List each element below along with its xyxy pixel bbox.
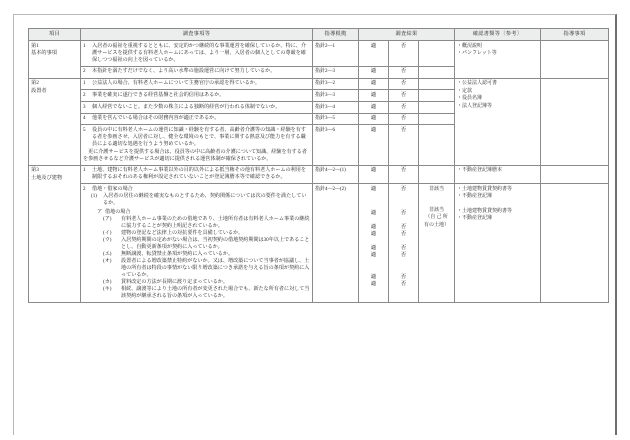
doc-item: パンフレット等 (462, 51, 497, 57)
doc-item: 不動産登記簿 (462, 194, 493, 200)
row-text: 公益法人の場合、有料老人ホームについて主務官庁の承認を得ているか。 (92, 80, 260, 87)
survey-text (81, 40, 313, 66)
bullet-icon: ・ (457, 168, 463, 174)
row-text: 土地、建物に有料老人ホーム事業以外の目的以外による抵当権その他有料老人ホームの利用を制限するおそれのある権利が設定されていないことが登記簿謄本等で確認できるか。 (92, 167, 306, 181)
result-ng[interactable]: 否 (400, 244, 407, 251)
section-item-label-2 (29, 78, 81, 165)
result-ok[interactable]: 適 (359, 40, 389, 66)
bullet-icon: ・ (457, 216, 463, 222)
result-ok[interactable]: 適 (370, 252, 377, 259)
result-ng[interactable]: 否 (400, 223, 407, 230)
paren-text: 有料老人ホーム事業のための借地であり、土地所有者は有料老人ホーム事業の継続に協力することが契約上明記されているか。 (121, 215, 310, 229)
section-label-line2: 基本的事項 (31, 50, 57, 57)
doc-item: 法人登記簿等 (462, 103, 493, 109)
section-item-label-1 (29, 40, 81, 78)
guidance-basis-value: 指針3—3 (313, 90, 359, 102)
paren-number: (ウ) (103, 236, 112, 243)
result-ok[interactable]: 適 (359, 66, 389, 78)
result-ng[interactable]: 否 (389, 101, 419, 113)
result-ng[interactable]: 否 (389, 66, 419, 78)
result-na[interactable] (419, 101, 455, 113)
guidance-basis-value: 指針3—4 (313, 101, 359, 113)
result-na-column[interactable] (419, 184, 455, 302)
guidance-basis-value: 指針3—6 (313, 125, 359, 165)
result-na-own-land-line3: 有の土地） (424, 222, 450, 228)
result-ok[interactable]: 適 (370, 273, 377, 280)
survey-text (81, 125, 313, 165)
result-na-own-land-line2: （自 己 所 (425, 215, 448, 221)
row-number: 4 (83, 115, 86, 122)
header-guidance-basis: 指導根拠 (313, 29, 359, 41)
result-ng[interactable]: 否 (400, 231, 407, 238)
guidance-matters-cell[interactable] (541, 184, 609, 302)
result-ng[interactable]: 否 (389, 78, 419, 90)
row-text: 他業を営んでいる場合はその財務内容が適正であるか。 (92, 115, 220, 122)
paren-text: 入居契約期間の定めがない場合は、当初契約の借地契約期間は30年以上であることとし、自動更新条項が契約に入っているか。 (121, 236, 310, 250)
result-ng[interactable]: 否 (389, 90, 419, 102)
bullet-icon: ・ (457, 194, 463, 200)
guidance-basis-value: 指針3—2 (313, 78, 359, 90)
guidance-basis-value: 指針4—2—(2) (313, 184, 359, 302)
row-number: 1 (83, 42, 86, 49)
bullet-icon: ・ (457, 186, 463, 192)
bullet-icon: ・ (457, 88, 463, 94)
survey-text (81, 101, 313, 113)
result-na[interactable] (419, 78, 455, 90)
result-ok[interactable]: 適 (370, 210, 377, 217)
survey-text (81, 66, 313, 78)
section-label-line1: 第2 (31, 80, 39, 87)
confirmation-docs-list (455, 165, 541, 184)
row-text: 入居者の福祉を重視するとともに、安定的かつ継続的な事業運営を確保しているか。特に、介護サービスを提供する有料老人ホームにあっては、より一層、入居者の個人としての尊厳を確保しつつ福祉の向上を図っているか。 (92, 42, 306, 63)
paren-number: (エ) (103, 250, 112, 257)
guidance-matters-cell[interactable] (541, 165, 609, 184)
result-ng[interactable]: 否 (400, 281, 407, 288)
bullet-icon: ・ (457, 81, 463, 87)
guidance-basis-value: 指針4—2—(1) (313, 165, 359, 184)
table-row (29, 78, 609, 90)
doc-item: 公益法人認可書 (462, 81, 498, 87)
result-ok[interactable]: 適 (370, 231, 377, 238)
doc-item: 土地建物賃貸契約書等 (462, 186, 513, 192)
sub-text: 入居者の居住の継続を確実なものとするため、契約関係については次の要件を満たしているか。 (103, 192, 307, 206)
row-number: 1 (83, 167, 86, 174)
table-row (29, 184, 609, 302)
paren-number: (イ) (103, 229, 112, 236)
paren-number: (カ) (103, 279, 112, 286)
doc-item: 不動産登記簿謄本 (462, 168, 503, 174)
result-ok[interactable]: 適 (359, 113, 389, 125)
row-number: 2 (83, 68, 86, 75)
result-na[interactable] (419, 90, 455, 102)
confirmation-docs-list (455, 78, 541, 165)
result-ng[interactable]: 否 (400, 252, 407, 259)
header-item: 項目 (29, 29, 81, 41)
header-guidance-matters: 指導事項 (541, 29, 609, 41)
result-ok[interactable]: 適 (370, 223, 377, 230)
survey-text (81, 184, 313, 302)
result-ng[interactable]: 否 (400, 185, 407, 192)
result-na-own-land-line1[interactable]: 非該当 (429, 208, 445, 214)
table-row (29, 40, 609, 66)
header-survey-result: 調査結果 (359, 29, 455, 41)
row-text: 個人経営でないこと。また少数の株主による独断的経営が行われる体制でないか。 (92, 103, 281, 110)
row-text: 借地・借家の場合 (92, 185, 133, 192)
result-ng[interactable]: 否 (389, 40, 419, 66)
result-ok[interactable]: 適 (370, 185, 377, 192)
result-ng[interactable]: 否 (400, 273, 407, 280)
table-row (29, 165, 609, 184)
result-na[interactable] (419, 66, 455, 78)
section-label-line1: 第1 (31, 42, 39, 49)
section-label-line2: 土地及び建物 (31, 175, 63, 181)
survey-text (81, 78, 313, 90)
result-ok[interactable]: 適 (359, 90, 389, 102)
header-survey-matters: 調査事項等 (81, 29, 313, 41)
result-ok[interactable]: 適 (370, 281, 377, 288)
kana-title: 借地の場合 (105, 208, 131, 215)
doc-item: 不動産登記簿 (462, 216, 493, 222)
result-ok[interactable]: 適 (370, 244, 377, 251)
result-ok[interactable]: 適 (359, 125, 389, 165)
result-ok[interactable]: 適 (359, 165, 389, 184)
result-na[interactable]: 非該当 (429, 186, 445, 192)
bullet-icon: ・ (457, 208, 463, 214)
bullet-icon: ・ (457, 103, 463, 109)
guidance-basis-value: 指針2—3 (313, 66, 359, 78)
result-ok[interactable]: 適 (359, 101, 389, 113)
result-ng[interactable]: 否 (400, 210, 407, 217)
row-text: 本指針を満たすだけでなく、より高い水準の施設運営に向けて努力しているか。 (92, 68, 276, 75)
section-label-line2: 設置者 (31, 87, 47, 94)
paren-text: 相続、譲渡等により土地の所有者が変更された場合でも、新たな所有者に対して当該契約が継承される旨の条項が入っているか。 (121, 286, 310, 300)
paren-number: (オ) (103, 257, 112, 264)
row-number: 3 (83, 103, 86, 110)
row-text: 役員の中に有料老人ホームの運営に知識・経験を有する者、高齢者介護等の知識・経験を有する者を参画させ、入居者に対し、健全な環境のもとで、事業に関する熱意及び能力を有する職員による適切な処遇を行うよう努めているか。 (92, 126, 306, 148)
header-confirmation-docs: 確認書類等〔参考〕 (455, 29, 541, 41)
kana-number: ア (97, 208, 103, 215)
row-number: 1 (83, 80, 86, 87)
result-na[interactable] (419, 125, 455, 165)
bullet-icon: ・ (457, 96, 463, 102)
result-na[interactable] (419, 40, 455, 66)
confirmation-docs-list (455, 40, 541, 78)
row-text-continued: 更に介護サービスを提供する場合は、役員等の中に高齢者の介護について知識、経験を有する者を参画させるなど介護サービスが適切に提供される運営体制が確保されているか。 (83, 148, 307, 162)
doc-item: 定款 (462, 88, 473, 94)
result-ng[interactable]: 否 (389, 125, 419, 165)
section-label-line1: 第3 (31, 167, 39, 174)
bullet-icon: ・ (457, 51, 463, 57)
guidance-basis-value: 指針3—5 (313, 113, 359, 125)
confirmation-docs-list (455, 184, 541, 302)
doc-item: 役員名簿 (462, 96, 483, 102)
bullet-icon: ・ (457, 43, 463, 49)
row-text: 事業を確実に遂行できる経営基盤と社会的信用はあるか。 (92, 91, 225, 98)
sub-number: (1) (91, 192, 97, 199)
section-item-label-3 (29, 165, 81, 302)
table-header-row (29, 29, 609, 41)
result-ok[interactable]: 適 (359, 78, 389, 90)
paren-text: 建物の登記など法律上の対抗要件を具備しているか。 (121, 229, 244, 236)
guidance-matters-cell[interactable] (541, 78, 609, 165)
paren-text: 賃料改定の方法が長期に渡り定まっているか。 (121, 279, 228, 286)
row-number: 2 (83, 91, 86, 98)
doc-item: 土地建物賃貸契約書等 (462, 208, 513, 214)
row-number: 2 (83, 185, 86, 192)
paren-text: 設置者による増改築禁止特約がないか。又は、増改築について当事者が協議し、土地の所有者は特段の事情がない限り増改築につき承諾を与える旨の条項が契約に入っているか。 (121, 257, 310, 279)
result-ok-column[interactable] (359, 184, 389, 302)
survey-text (81, 90, 313, 102)
survey-text (81, 165, 313, 184)
row-number: 5 (83, 126, 86, 133)
survey-table-container (28, 28, 608, 303)
survey-table (28, 28, 609, 303)
result-ng-column[interactable] (389, 184, 419, 302)
paren-number: (キ) (103, 286, 112, 293)
survey-text (81, 113, 313, 125)
guidance-matters-cell[interactable] (541, 40, 609, 78)
result-ng[interactable]: 否 (389, 165, 419, 184)
doc-item: 概況説明 (462, 43, 483, 49)
result-na[interactable] (419, 113, 455, 125)
paren-text: 無断譲渡、転貸禁止条項が契約に入っているか。 (121, 250, 234, 257)
paren-number: (ア) (103, 215, 112, 222)
guidance-basis-value: 指針2—1 (313, 40, 359, 66)
result-na[interactable] (419, 165, 455, 184)
result-ng[interactable]: 否 (389, 113, 419, 125)
